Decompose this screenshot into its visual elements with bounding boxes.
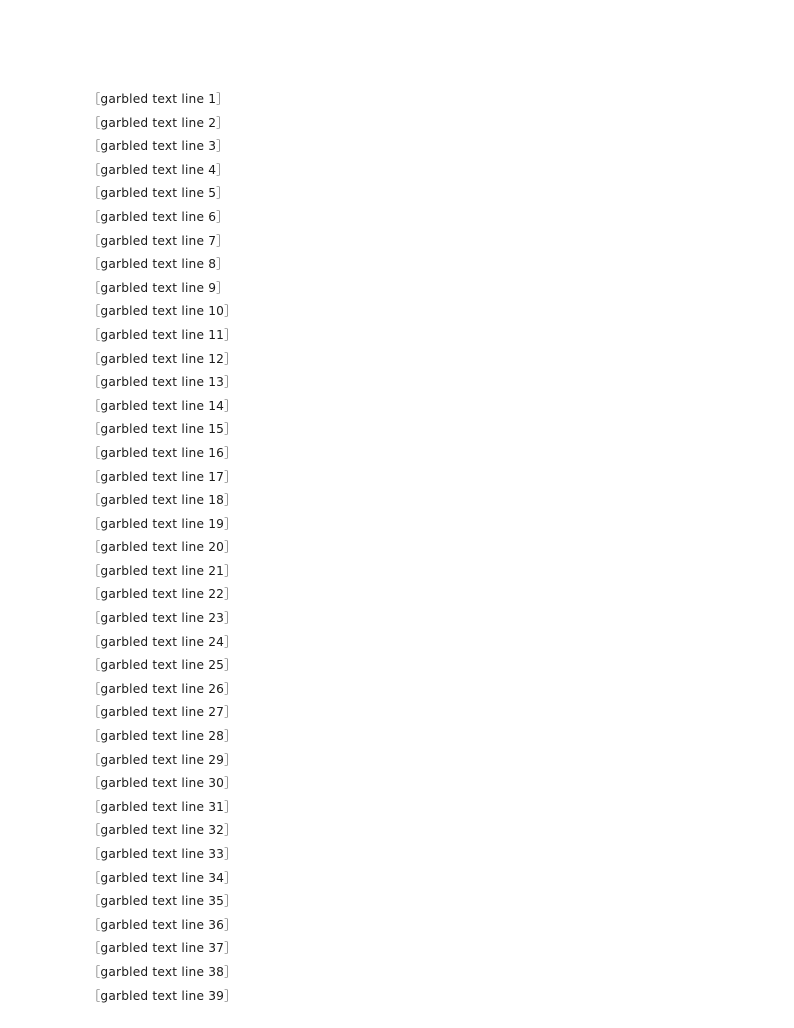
text-line: ［garbled text line 37］	[88, 941, 237, 956]
text-line: ［garbled text line 33］	[88, 847, 237, 861]
text-line: ［garbled text line 10］	[88, 304, 237, 319]
text-line: ［garbled text line 39］	[88, 988, 237, 1003]
text-line: ［garbled text line 2］	[88, 115, 229, 130]
text-line: ［garbled text line 28］	[88, 729, 237, 744]
text-line: ［garbled text line 16］	[88, 445, 237, 460]
text-line: ［garbled text line 20］	[88, 540, 237, 555]
text-line: ［garbled text line 11］	[88, 327, 237, 342]
text-line: ［garbled text line 34］	[88, 870, 237, 885]
text-line: ［garbled text line 17］	[88, 469, 237, 484]
text-line: ［garbled text line 26］	[88, 681, 237, 696]
text-line: ［garbled text line 12］	[88, 351, 237, 366]
text-line: ［garbled text line 27］	[88, 705, 237, 720]
text-line: ［garbled text line 3］	[88, 139, 229, 154]
text-line: ［garbled text line 8］	[88, 257, 229, 272]
text-line: ［garbled text line 4］	[88, 162, 229, 177]
text-line: ［garbled text line 35］	[88, 894, 237, 909]
document-page	[88, 88, 708, 1008]
text-line: ［garbled text line 13］	[88, 375, 237, 390]
text-line: ［garbled text line 1］	[88, 92, 229, 106]
text-line: ［garbled text line 38］	[88, 964, 237, 979]
text-line: ［garbled text line 9］	[88, 280, 229, 295]
text-line: ［garbled text line 31］	[88, 799, 237, 814]
text-line: ［garbled text line 23］	[88, 611, 237, 626]
text-line: ［garbled text line 21］	[88, 563, 237, 578]
text-line: ［garbled text line 19］	[88, 516, 237, 531]
text-line: ［garbled text line 7］	[88, 233, 229, 248]
text-line: ［garbled text line 6］	[88, 209, 229, 224]
text-line: ［garbled text line 25］	[88, 658, 237, 673]
text-line: ［garbled text line 30］	[88, 776, 237, 791]
text-line: ［garbled text line 32］	[88, 823, 237, 838]
text-line: ［garbled text line 36］	[88, 917, 237, 932]
text-line: ［garbled text line 14］	[88, 398, 237, 413]
text-line: ［garbled text line 22］	[88, 587, 237, 602]
text-line: ［garbled text line 5］	[88, 186, 229, 201]
text-line: ［garbled text line 15］	[88, 422, 237, 437]
text-line: ［garbled text line 18］	[88, 493, 237, 508]
text-line: ［garbled text line 29］	[88, 752, 237, 767]
text-line: ［garbled text line 24］	[88, 634, 237, 649]
